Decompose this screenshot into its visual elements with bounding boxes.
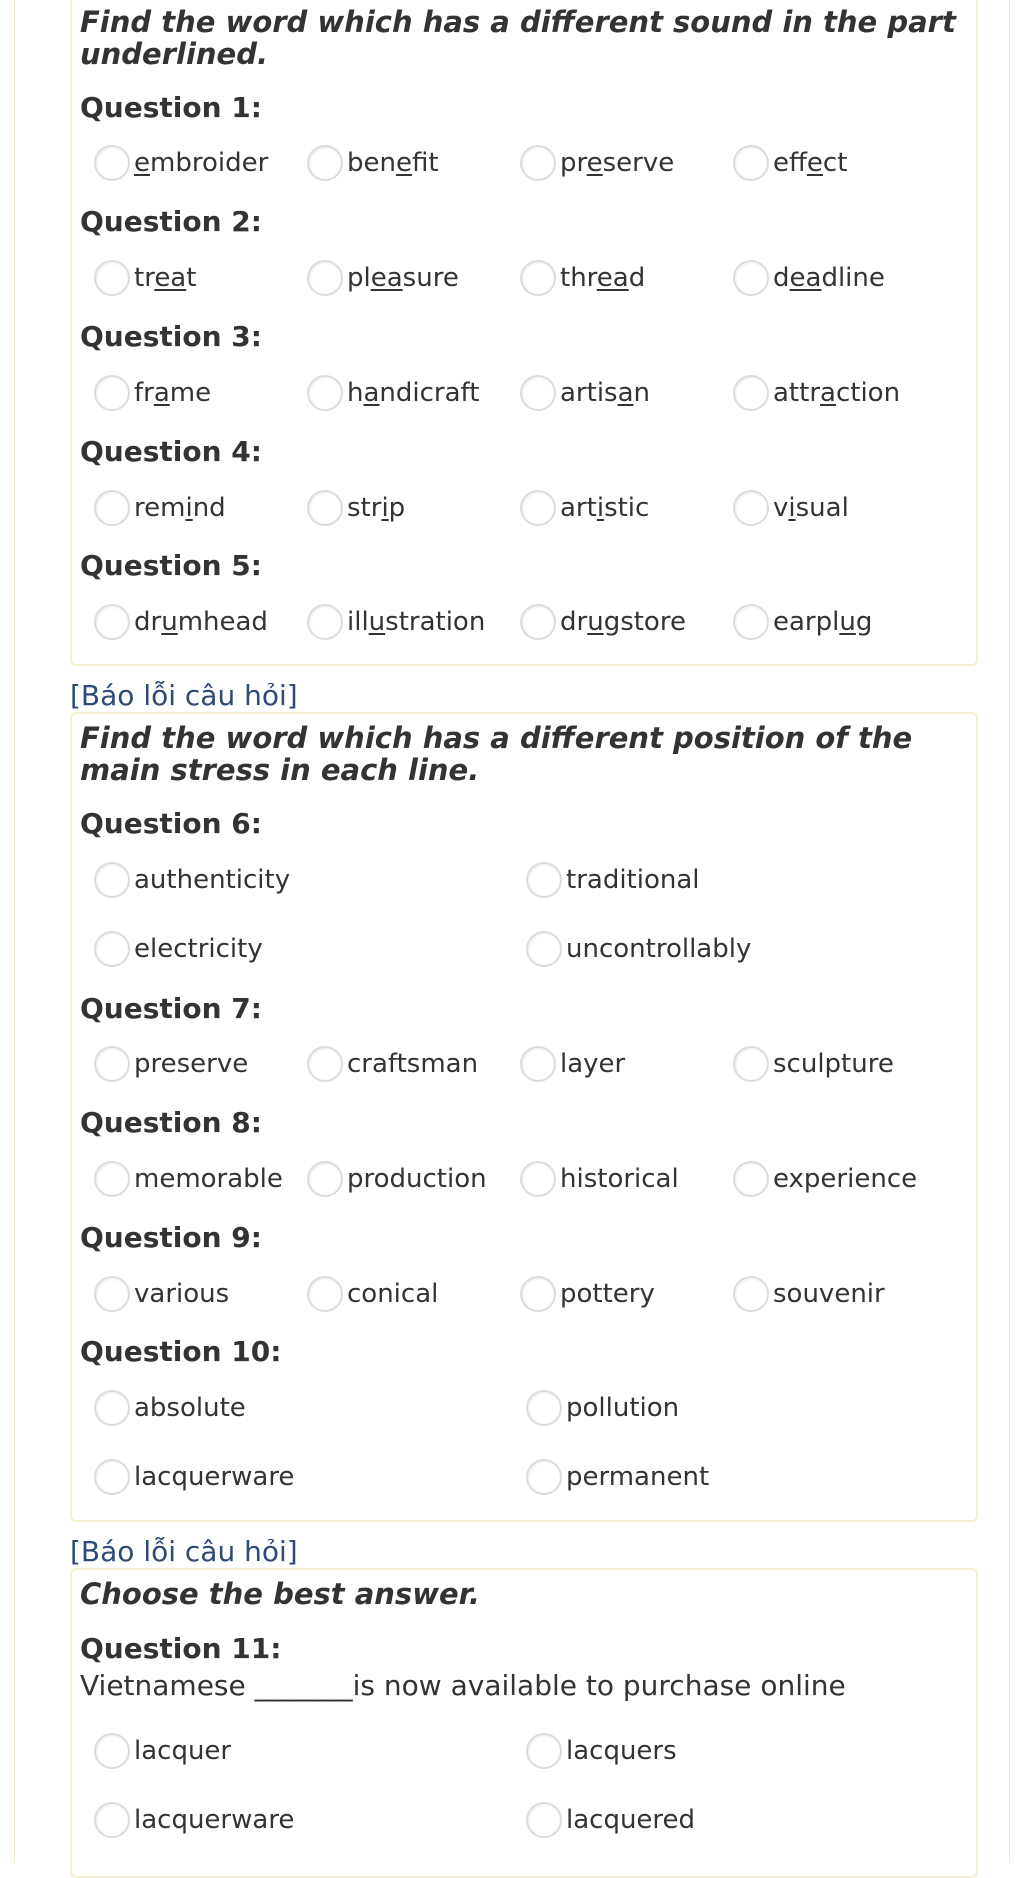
q4-option-4[interactable] (733, 490, 849, 526)
option-label: embroider (134, 148, 269, 178)
radio-button[interactable] (94, 931, 130, 967)
radio-button[interactable] (94, 1046, 130, 1082)
option-label: memorable (134, 1164, 283, 1194)
radio-button[interactable] (307, 1161, 343, 1197)
option-label: remind (134, 493, 226, 523)
option-label: thread (560, 263, 646, 293)
option-label: lacquer (134, 1736, 232, 1766)
radio-button[interactable] (733, 145, 769, 181)
q8-option-2[interactable] (307, 1161, 487, 1197)
q5-option-2[interactable] (307, 604, 485, 640)
radio-button[interactable] (526, 1802, 562, 1838)
radio-button[interactable] (94, 1733, 130, 1769)
question-3-title: Question 3: (80, 320, 262, 353)
question-9-title: Question 9: (80, 1221, 262, 1254)
question-8-title: Question 8: (80, 1106, 262, 1139)
q2-option-3[interactable] (520, 260, 645, 296)
question-4-title: Question 4: (80, 435, 262, 468)
radio-button[interactable] (520, 1161, 556, 1197)
option-label: drumhead (134, 607, 268, 637)
section-2-instruction: Find the word which has a different position of the main stress in each line. (80, 721, 913, 787)
q2-option-1[interactable] (94, 260, 196, 296)
option-label: preserve (560, 148, 675, 178)
option-label: pleasure (347, 263, 459, 293)
option-label: lacquers (566, 1736, 677, 1766)
option-label: pollution (566, 1393, 680, 1423)
option-label: deadline (773, 263, 885, 293)
radio-button[interactable] (94, 145, 130, 181)
q11-option-2[interactable] (526, 1733, 677, 1769)
option-label: lacquerware (134, 1805, 295, 1835)
radio-button[interactable] (307, 260, 343, 296)
q5-option-1[interactable] (94, 604, 268, 640)
option-label: illustration (347, 607, 486, 637)
q10-option-3[interactable] (94, 1459, 294, 1495)
q10-option-1[interactable] (94, 1390, 246, 1426)
option-label: frame (134, 378, 212, 408)
q5-option-3[interactable] (520, 604, 686, 640)
q9-option-2[interactable] (307, 1276, 438, 1312)
option-label: craftsman (347, 1049, 479, 1079)
radio-button[interactable] (733, 1276, 769, 1312)
option-label: handicraft (347, 378, 480, 408)
radio-button[interactable] (526, 1390, 562, 1426)
question-7-title: Question 7: (80, 992, 262, 1025)
radio-button[interactable] (307, 1046, 343, 1082)
radio-button[interactable] (94, 862, 130, 898)
q7-option-3[interactable] (520, 1046, 625, 1082)
radio-button[interactable] (733, 260, 769, 296)
question-10-title: Question 10: (80, 1335, 282, 1368)
q8-option-4[interactable] (733, 1161, 917, 1197)
radio-button[interactable] (733, 1161, 769, 1197)
q4-option-3[interactable] (520, 490, 649, 526)
option-label: uncontrollably (566, 934, 752, 964)
radio-button[interactable] (307, 145, 343, 181)
q6-option-4[interactable] (526, 931, 751, 967)
q1-option-3[interactable] (520, 145, 674, 181)
q6-option-1[interactable] (94, 862, 290, 898)
option-label: benefit (347, 148, 439, 178)
radio-button[interactable] (520, 375, 556, 411)
q4-option-2[interactable] (307, 490, 405, 526)
q6-option-2[interactable] (526, 862, 700, 898)
radio-button[interactable] (733, 1046, 769, 1082)
radio-button[interactable] (94, 375, 130, 411)
section-1-instruction: Find the word which has a different sound in the part underlined. (80, 5, 956, 71)
q5-option-4[interactable] (733, 604, 872, 640)
option-label: sculpture (773, 1049, 894, 1079)
option-label: electricity (134, 934, 263, 964)
q6-option-3[interactable] (94, 931, 263, 967)
q2-option-2[interactable] (307, 260, 459, 296)
question-11-title: Question 11: (80, 1632, 282, 1665)
option-label: lacquered (566, 1805, 696, 1835)
option-label: strip (347, 493, 406, 523)
radio-button[interactable] (94, 604, 130, 640)
radio-button[interactable] (526, 862, 562, 898)
q11-option-4[interactable] (526, 1802, 695, 1838)
radio-button[interactable] (94, 1161, 130, 1197)
q8-option-3[interactable] (520, 1161, 679, 1197)
option-label: earplug (773, 607, 873, 637)
q9-option-4[interactable] (733, 1276, 885, 1312)
question-5-title: Question 5: (80, 549, 262, 582)
question-1-title: Question 1: (80, 91, 262, 124)
q9-option-1[interactable] (94, 1276, 229, 1312)
option-label: preserve (134, 1049, 249, 1079)
q1-option-1[interactable] (94, 145, 268, 181)
q3-option-3[interactable] (520, 375, 650, 411)
radio-button[interactable] (94, 1802, 130, 1838)
q3-option-4[interactable] (733, 375, 900, 411)
q7-option-4[interactable] (733, 1046, 894, 1082)
radio-button[interactable] (307, 604, 343, 640)
option-label: artistic (560, 493, 650, 523)
radio-button[interactable] (307, 1276, 343, 1312)
option-label: experience (773, 1164, 918, 1194)
radio-button[interactable] (94, 1459, 130, 1495)
section-3-instruction: Choose the best answer. (80, 1577, 480, 1611)
option-label: visual (773, 493, 849, 523)
option-label: historical (560, 1164, 679, 1194)
radio-button[interactable] (526, 1733, 562, 1769)
radio-button[interactable] (733, 375, 769, 411)
q11-option-3[interactable] (94, 1802, 294, 1838)
radio-button[interactable] (94, 260, 130, 296)
option-label: authenticity (134, 865, 291, 895)
q3-option-2[interactable] (307, 375, 479, 411)
q4-option-1[interactable] (94, 490, 226, 526)
option-label: traditional (566, 865, 700, 895)
radio-button[interactable] (520, 604, 556, 640)
option-label: layer (560, 1049, 626, 1079)
option-label: conical (347, 1279, 439, 1309)
radio-button[interactable] (526, 931, 562, 967)
q10-option-2[interactable] (526, 1390, 679, 1426)
question-2-title: Question 2: (80, 205, 262, 238)
option-label: effect (773, 148, 848, 178)
radio-button[interactable] (94, 1390, 130, 1426)
option-label: drugstore (560, 607, 686, 637)
report-question-link[interactable]: [Báo lỗi câu hỏi] (70, 1535, 298, 1568)
radio-button[interactable] (94, 490, 130, 526)
q9-option-3[interactable] (520, 1276, 655, 1312)
q8-option-1[interactable] (94, 1161, 283, 1197)
option-label: permanent (566, 1462, 710, 1492)
report-question-link[interactable]: [Báo lỗi câu hỏi] (70, 679, 298, 712)
question-11-stem: Vietnamese _______is now available to purchase online (80, 1669, 846, 1702)
option-label: lacquerware (134, 1462, 295, 1492)
option-label: pottery (560, 1279, 655, 1309)
q10-option-4[interactable] (526, 1459, 709, 1495)
q1-option-4[interactable] (733, 145, 847, 181)
q3-option-1[interactable] (94, 375, 211, 411)
option-label: absolute (134, 1393, 246, 1423)
q7-option-2[interactable] (307, 1046, 478, 1082)
option-label: various (134, 1279, 230, 1309)
option-label: artisan (560, 378, 651, 408)
radio-button[interactable] (526, 1459, 562, 1495)
option-label: souvenir (773, 1279, 885, 1309)
radio-button[interactable] (307, 375, 343, 411)
question-6-title: Question 6: (80, 807, 262, 840)
q2-option-4[interactable] (733, 260, 885, 296)
q1-option-2[interactable] (307, 145, 439, 181)
radio-button[interactable] (520, 1276, 556, 1312)
radio-button[interactable] (733, 490, 769, 526)
q11-option-1[interactable] (94, 1733, 231, 1769)
radio-button[interactable] (520, 145, 556, 181)
option-label: treat (134, 263, 197, 293)
option-label: production (347, 1164, 487, 1194)
radio-button[interactable] (520, 490, 556, 526)
option-label: attraction (773, 378, 901, 408)
radio-button[interactable] (94, 1276, 130, 1312)
radio-button[interactable] (733, 604, 769, 640)
radio-button[interactable] (520, 1046, 556, 1082)
q7-option-1[interactable] (94, 1046, 248, 1082)
radio-button[interactable] (307, 490, 343, 526)
radio-button[interactable] (520, 260, 556, 296)
